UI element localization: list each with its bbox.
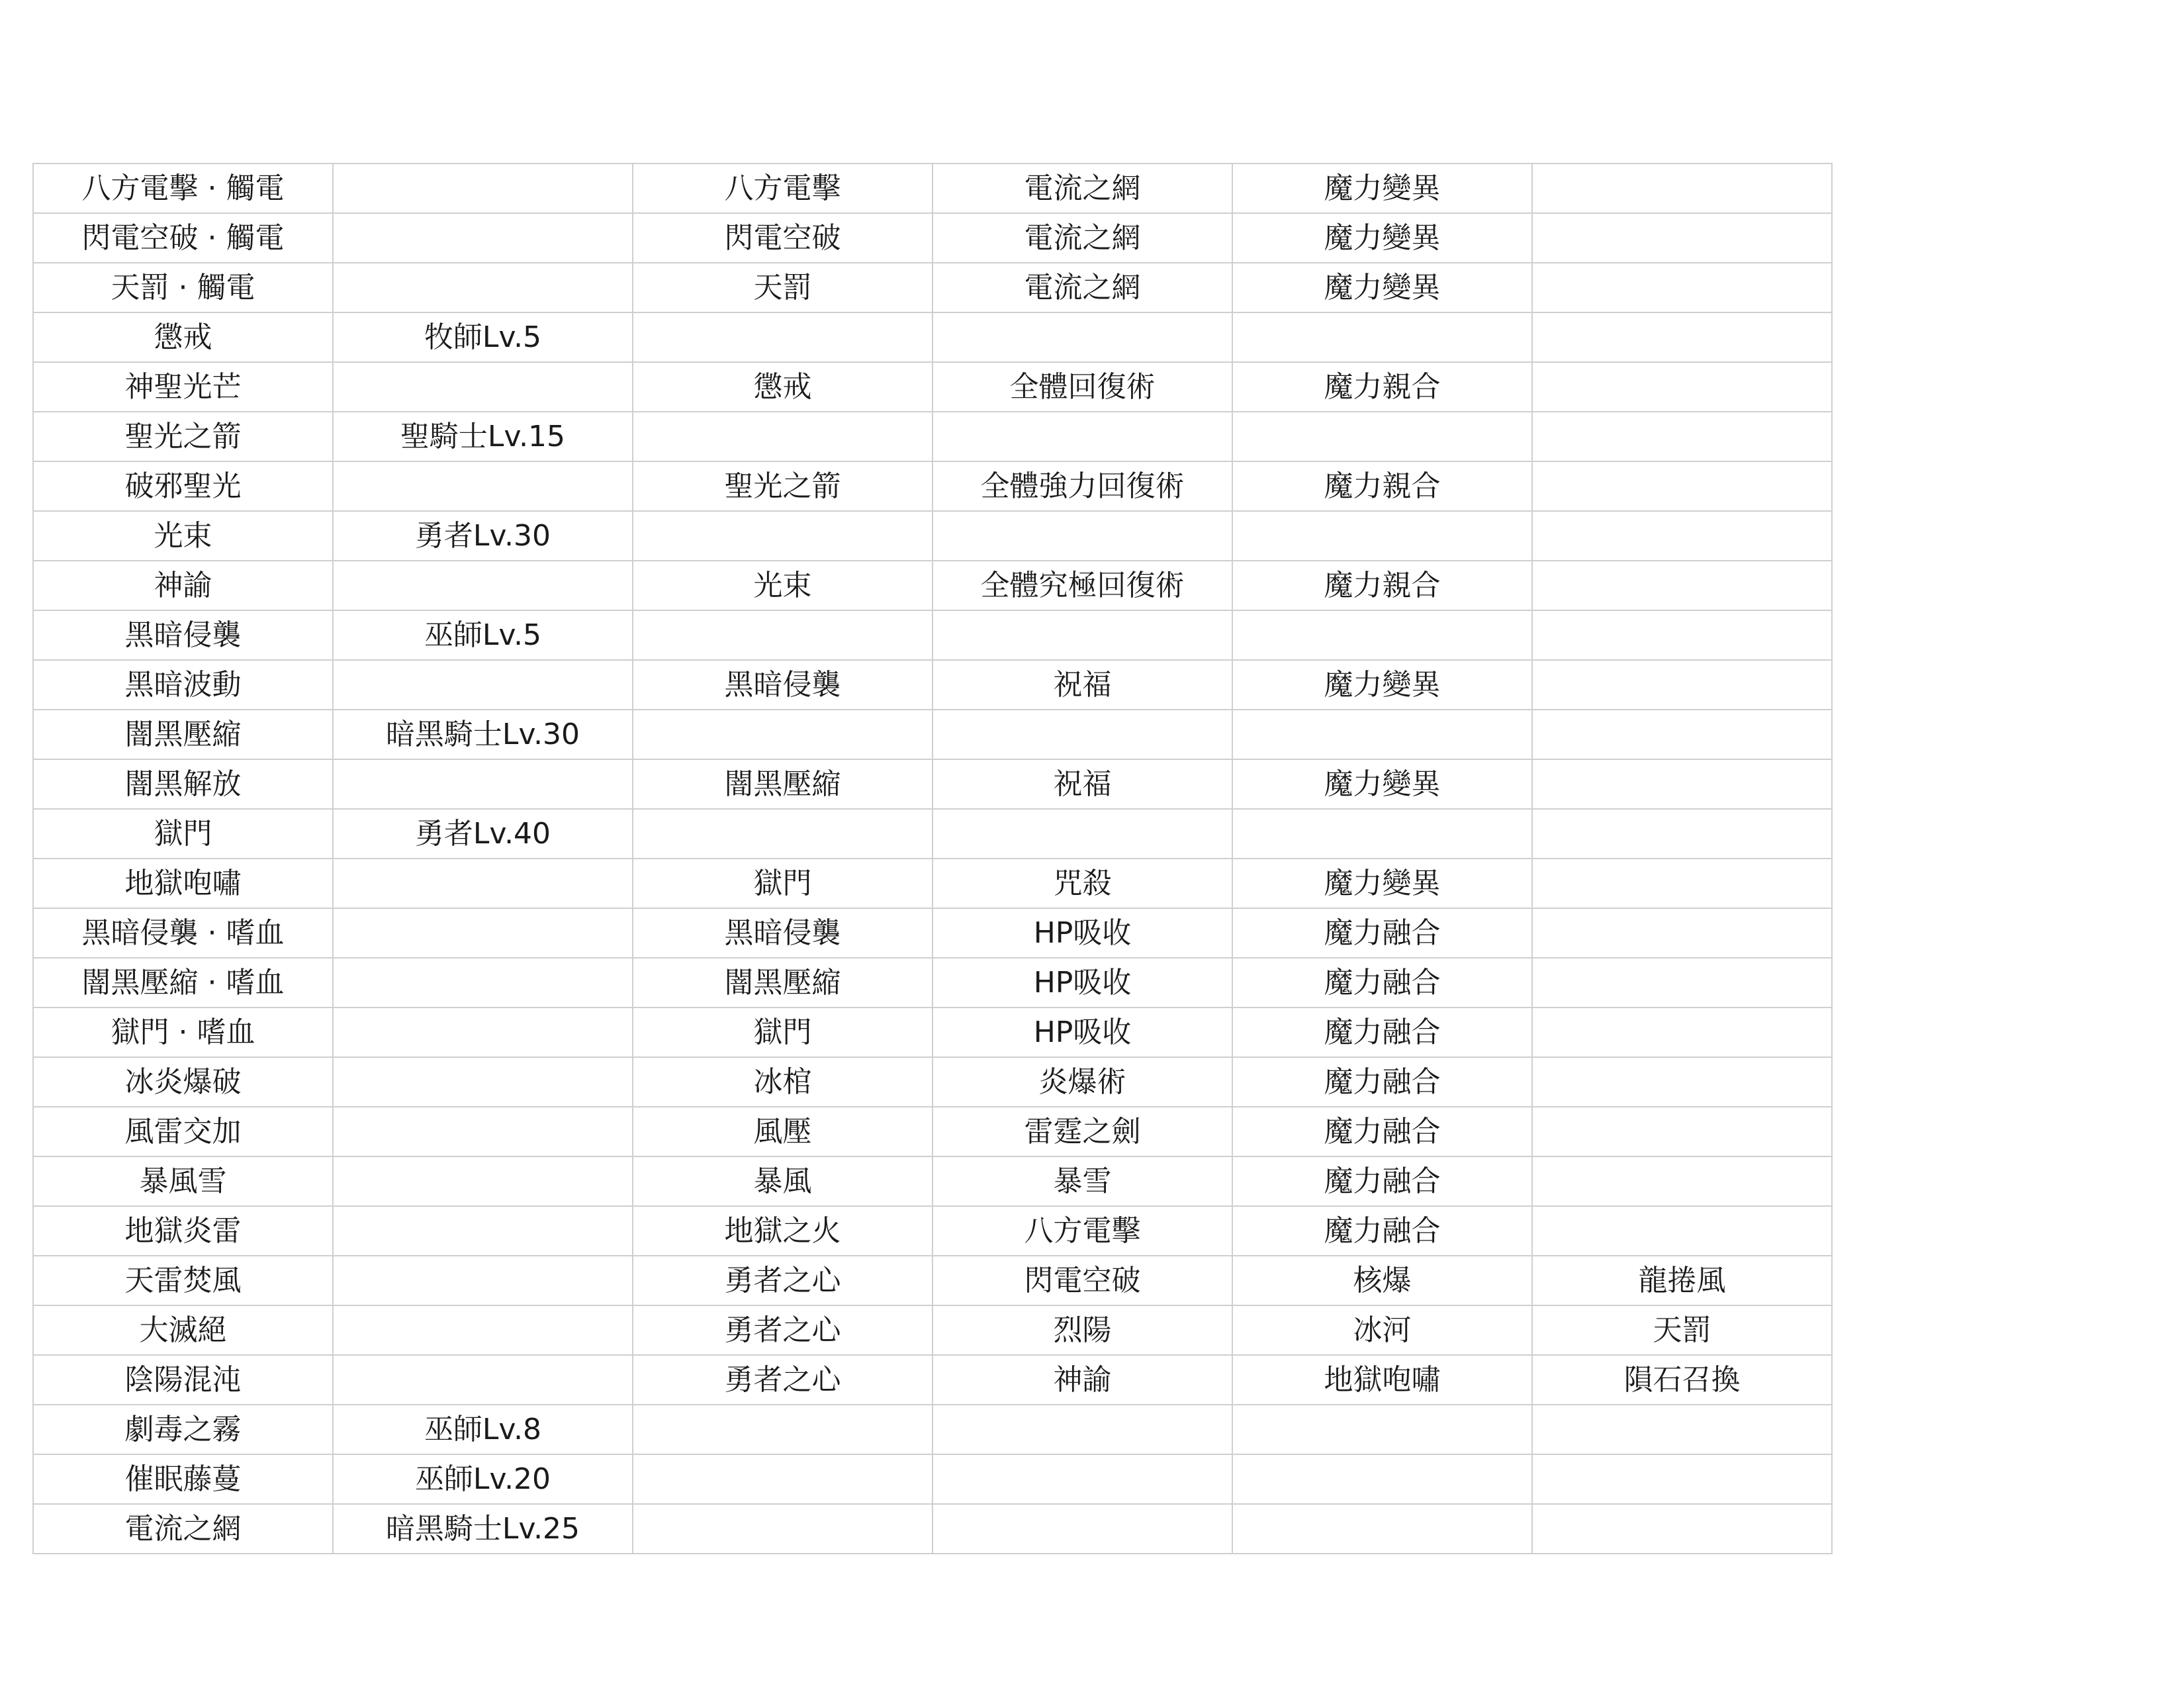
- table-cell[interactable]: 電流之網: [933, 263, 1232, 312]
- table-row: [33, 1256, 1832, 1305]
- table-cell[interactable]: [1232, 511, 1532, 561]
- table-cell[interactable]: [633, 1405, 933, 1454]
- table-cell[interactable]: 閃電空破: [633, 213, 933, 263]
- table-cell[interactable]: 八方電擊 · 觸電: [33, 164, 333, 213]
- table-cell[interactable]: [633, 610, 933, 660]
- table-cell[interactable]: [1532, 1405, 1832, 1454]
- table-cell[interactable]: 劇毒之霧: [33, 1405, 333, 1454]
- table-cell[interactable]: 龍捲風: [1532, 1256, 1832, 1305]
- table-cell[interactable]: 隕石召換: [1532, 1355, 1832, 1405]
- table-cell[interactable]: 暴風: [633, 1156, 933, 1206]
- table-cell[interactable]: 魔力親合: [1232, 461, 1532, 511]
- table-cell[interactable]: [1232, 809, 1532, 859]
- table-row: [33, 958, 1832, 1008]
- table-cell[interactable]: 天雷焚風: [33, 1256, 333, 1305]
- table-cell[interactable]: 聖光之箭: [33, 412, 333, 461]
- table-cell[interactable]: [1532, 859, 1832, 908]
- table-row: [33, 412, 1832, 461]
- table-row: [33, 1454, 1832, 1504]
- table-cell[interactable]: 魔力親合: [1232, 561, 1532, 610]
- table-cell[interactable]: 光束: [33, 511, 333, 561]
- table-cell[interactable]: 地獄咆嘯: [1232, 1355, 1532, 1405]
- table-cell[interactable]: 閃電空破: [933, 1256, 1232, 1305]
- table-cell[interactable]: [933, 312, 1232, 362]
- table-cell[interactable]: 烈陽: [933, 1305, 1232, 1355]
- table-cell[interactable]: 全體究極回復術: [933, 561, 1232, 610]
- table-cell[interactable]: 祝福: [933, 759, 1232, 809]
- table-cell[interactable]: 獄門: [633, 1008, 933, 1057]
- table-cell[interactable]: 魔力融合: [1232, 1107, 1532, 1156]
- table-cell[interactable]: 闇黑壓縮: [633, 759, 933, 809]
- table-cell[interactable]: 黑暗侵襲: [633, 660, 933, 710]
- table-cell[interactable]: 巫師Lv.8: [333, 1405, 633, 1454]
- table-row: [33, 660, 1832, 710]
- table-cell[interactable]: 魔力變異: [1232, 263, 1532, 312]
- table-row: [33, 908, 1832, 958]
- table-cell[interactable]: [333, 461, 633, 511]
- table-cell[interactable]: 闇黑解放: [33, 759, 333, 809]
- table-cell[interactable]: [1532, 511, 1832, 561]
- table-cell[interactable]: [1532, 412, 1832, 461]
- table-cell[interactable]: 黑暗侵襲: [33, 610, 333, 660]
- table-cell[interactable]: [1232, 1405, 1532, 1454]
- table-cell[interactable]: 雷霆之劍: [933, 1107, 1232, 1156]
- table-cell[interactable]: [333, 561, 633, 610]
- table-row: [33, 1107, 1832, 1156]
- table-cell[interactable]: HP吸收: [933, 1008, 1232, 1057]
- table-row: [33, 1156, 1832, 1206]
- table-cell[interactable]: [1532, 610, 1832, 660]
- table-cell[interactable]: [933, 1454, 1232, 1504]
- table-cell[interactable]: 巫師Lv.20: [333, 1454, 633, 1504]
- table-row: [33, 1008, 1832, 1057]
- table-cell[interactable]: 魔力融合: [1232, 1156, 1532, 1206]
- table-row: [33, 362, 1832, 412]
- table-cell[interactable]: 冰棺: [633, 1057, 933, 1107]
- table-cell[interactable]: 魔力變異: [1232, 660, 1532, 710]
- table-cell[interactable]: [1532, 213, 1832, 263]
- table-cell[interactable]: 電流之網: [933, 213, 1232, 263]
- table-cell[interactable]: [1532, 660, 1832, 710]
- table-cell[interactable]: 魔力融合: [1232, 1206, 1532, 1256]
- table-cell[interactable]: [633, 511, 933, 561]
- table-cell[interactable]: [933, 1504, 1232, 1554]
- table-cell[interactable]: 八方電擊: [633, 164, 933, 213]
- table-cell[interactable]: HP吸收: [933, 908, 1232, 958]
- table-cell[interactable]: [633, 710, 933, 759]
- table-cell[interactable]: [333, 859, 633, 908]
- table-cell[interactable]: [1232, 1454, 1532, 1504]
- table-cell[interactable]: [1532, 1454, 1832, 1504]
- table-cell[interactable]: 全體強力回復術: [933, 461, 1232, 511]
- table-cell[interactable]: [933, 610, 1232, 660]
- table-cell[interactable]: [633, 1454, 933, 1504]
- table-cell[interactable]: [333, 1156, 633, 1206]
- table-cell[interactable]: 光束: [633, 561, 933, 610]
- table-cell[interactable]: [1532, 312, 1832, 362]
- table-cell[interactable]: 催眠藤蔓: [33, 1454, 333, 1504]
- table-cell[interactable]: [1232, 412, 1532, 461]
- table-cell[interactable]: 電流之網: [33, 1504, 333, 1554]
- table-cell[interactable]: [633, 312, 933, 362]
- table-cell[interactable]: 天罰: [1532, 1305, 1832, 1355]
- table-cell[interactable]: 暴風雪: [33, 1156, 333, 1206]
- table-cell[interactable]: [933, 809, 1232, 859]
- table-cell[interactable]: 魔力融合: [1232, 908, 1532, 958]
- table-cell[interactable]: 八方電擊: [933, 1206, 1232, 1256]
- table-cell[interactable]: [1232, 710, 1532, 759]
- skill-table: [32, 163, 1833, 1554]
- table-cell[interactable]: 獄門: [33, 809, 333, 859]
- table-cell[interactable]: [1232, 312, 1532, 362]
- table-cell[interactable]: [333, 164, 633, 213]
- table-row: [33, 710, 1832, 759]
- table-cell[interactable]: [1532, 263, 1832, 312]
- table-cell[interactable]: 風壓: [633, 1107, 933, 1156]
- table-cell[interactable]: 勇者之心: [633, 1355, 933, 1405]
- table-cell[interactable]: [1532, 1206, 1832, 1256]
- table-cell[interactable]: 咒殺: [933, 859, 1232, 908]
- table-row: [33, 1355, 1832, 1405]
- table-cell[interactable]: [1532, 1504, 1832, 1554]
- table-row: [33, 213, 1832, 263]
- table-cell[interactable]: 陰陽混沌: [33, 1355, 333, 1405]
- table-cell[interactable]: 聖騎士Lv.15: [333, 412, 633, 461]
- table-cell[interactable]: [933, 511, 1232, 561]
- table-cell[interactable]: 神諭: [33, 561, 333, 610]
- table-cell[interactable]: [1532, 908, 1832, 958]
- table-row: [33, 461, 1832, 511]
- table-cell[interactable]: 大滅絕: [33, 1305, 333, 1355]
- table-cell[interactable]: [1532, 710, 1832, 759]
- table-cell[interactable]: 天罰 · 觸電: [33, 263, 333, 312]
- table-cell[interactable]: [333, 660, 633, 710]
- table-cell[interactable]: 閃電空破 · 觸電: [33, 213, 333, 263]
- table-cell[interactable]: 聖光之箭: [633, 461, 933, 511]
- table-cell[interactable]: 暴雪: [933, 1156, 1232, 1206]
- table-cell[interactable]: 暗黑騎士Lv.30: [333, 710, 633, 759]
- table-cell[interactable]: 破邪聖光: [33, 461, 333, 511]
- table-cell[interactable]: [1232, 610, 1532, 660]
- table-cell[interactable]: 勇者Lv.30: [333, 511, 633, 561]
- table-cell[interactable]: 神諭: [933, 1355, 1232, 1405]
- table-cell[interactable]: [333, 1256, 633, 1305]
- table-row: [33, 1305, 1832, 1355]
- table-cell[interactable]: 魔力變異: [1232, 859, 1532, 908]
- table-cell[interactable]: 地獄咆嘯: [33, 859, 333, 908]
- table-cell[interactable]: [333, 213, 633, 263]
- table-cell[interactable]: 風雷交加: [33, 1107, 333, 1156]
- table-cell[interactable]: 闇黑壓縮: [33, 710, 333, 759]
- table-cell[interactable]: 魔力融合: [1232, 1008, 1532, 1057]
- table-cell[interactable]: 地獄炎雷: [33, 1206, 333, 1256]
- table-cell[interactable]: 勇者Lv.40: [333, 809, 633, 859]
- table-cell[interactable]: [1532, 461, 1832, 511]
- table-cell[interactable]: 全體回復術: [933, 362, 1232, 412]
- table-cell[interactable]: [1532, 958, 1832, 1008]
- table-cell[interactable]: 闇黑壓縮: [633, 958, 933, 1008]
- table-row: [33, 561, 1832, 610]
- table-cell[interactable]: [1532, 164, 1832, 213]
- table-cell[interactable]: [933, 412, 1232, 461]
- table-cell[interactable]: 電流之網: [933, 164, 1232, 213]
- table-cell[interactable]: 勇者之心: [633, 1305, 933, 1355]
- table-row: [33, 312, 1832, 362]
- table-cell[interactable]: 獄門: [633, 859, 933, 908]
- table-row: [33, 164, 1832, 213]
- table-cell[interactable]: 魔力親合: [1232, 362, 1532, 412]
- table-cell[interactable]: [1532, 1008, 1832, 1057]
- table-row: [33, 1405, 1832, 1454]
- table-row: [33, 1206, 1832, 1256]
- table-cell[interactable]: [333, 1355, 633, 1405]
- table-cell[interactable]: [1532, 1156, 1832, 1206]
- table-cell[interactable]: 黑暗侵襲: [633, 908, 933, 958]
- table-cell[interactable]: 天罰: [633, 263, 933, 312]
- table-cell[interactable]: 牧師Lv.5: [333, 312, 633, 362]
- table-cell[interactable]: [633, 412, 933, 461]
- table-cell[interactable]: 魔力融合: [1232, 958, 1532, 1008]
- table-cell[interactable]: 核爆: [1232, 1256, 1532, 1305]
- table-row: [33, 610, 1832, 660]
- table-row: [33, 1057, 1832, 1107]
- table-cell[interactable]: [333, 1008, 633, 1057]
- table-cell[interactable]: [333, 759, 633, 809]
- table-row: [33, 511, 1832, 561]
- table-cell[interactable]: 暗黑騎士Lv.25: [333, 1504, 633, 1554]
- table-cell[interactable]: 魔力變異: [1232, 164, 1532, 213]
- table-cell[interactable]: 闇黑壓縮 · 嗜血: [33, 958, 333, 1008]
- table-cell[interactable]: [1232, 1504, 1532, 1554]
- table-cell[interactable]: 魔力融合: [1232, 1057, 1532, 1107]
- table-cell[interactable]: 地獄之火: [633, 1206, 933, 1256]
- table-cell[interactable]: [333, 362, 633, 412]
- table-cell[interactable]: 懲戒: [33, 312, 333, 362]
- table-cell[interactable]: [633, 1504, 933, 1554]
- table-cell[interactable]: HP吸收: [933, 958, 1232, 1008]
- table-cell[interactable]: [933, 710, 1232, 759]
- table-cell[interactable]: 魔力變異: [1232, 213, 1532, 263]
- table-cell[interactable]: [333, 908, 633, 958]
- table-cell[interactable]: 懲戒: [633, 362, 933, 412]
- table-cell[interactable]: [933, 1405, 1232, 1454]
- table-cell[interactable]: [333, 263, 633, 312]
- table-row: [33, 263, 1832, 312]
- table-row: [33, 809, 1832, 859]
- table-row: [33, 759, 1832, 809]
- table-cell[interactable]: [1532, 809, 1832, 859]
- table-cell[interactable]: [333, 1305, 633, 1355]
- table-cell[interactable]: 勇者之心: [633, 1256, 933, 1305]
- table-cell[interactable]: 冰河: [1232, 1305, 1532, 1355]
- table-cell[interactable]: 冰炎爆破: [33, 1057, 333, 1107]
- table-cell[interactable]: [333, 1206, 633, 1256]
- table-cell[interactable]: [1532, 759, 1832, 809]
- table-cell[interactable]: 巫師Lv.5: [333, 610, 633, 660]
- table-cell[interactable]: 魔力變異: [1232, 759, 1532, 809]
- table-cell[interactable]: 獄門 · 嗜血: [33, 1008, 333, 1057]
- table-cell[interactable]: [333, 1057, 633, 1107]
- table-cell[interactable]: 炎爆術: [933, 1057, 1232, 1107]
- table-cell[interactable]: [333, 958, 633, 1008]
- table-row: [33, 1504, 1832, 1554]
- table-cell[interactable]: 黑暗波動: [33, 660, 333, 710]
- skill-table-body: [33, 164, 1832, 1554]
- table-cell[interactable]: 祝福: [933, 660, 1232, 710]
- table-cell[interactable]: [1532, 561, 1832, 610]
- table-row: [33, 859, 1832, 908]
- table-cell[interactable]: [1532, 1057, 1832, 1107]
- table-cell[interactable]: [1532, 1107, 1832, 1156]
- table-cell[interactable]: 黑暗侵襲 · 嗜血: [33, 908, 333, 958]
- table-cell[interactable]: [1532, 362, 1832, 412]
- table-cell[interactable]: 神聖光芒: [33, 362, 333, 412]
- table-cell[interactable]: [633, 809, 933, 859]
- table-cell[interactable]: [333, 1107, 633, 1156]
